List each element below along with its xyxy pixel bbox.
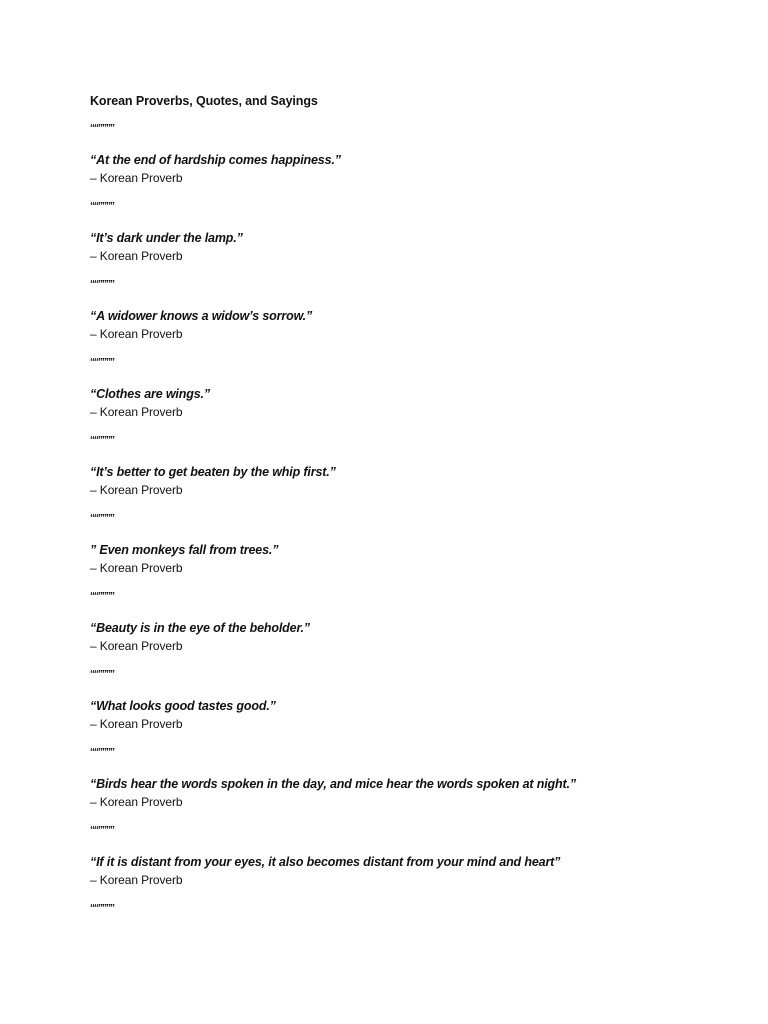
- separator: ““””””: [90, 201, 114, 212]
- quote-block: [90, 775, 710, 811]
- quote-text: “A widower knows a widow’s sorrow.”: [90, 309, 313, 323]
- quote-attribution: – Korean Proverb: [90, 171, 183, 185]
- quote-attribution: – Korean Proverb: [90, 327, 183, 341]
- separator: ““””””: [90, 669, 114, 680]
- separator: ““””””: [90, 279, 114, 290]
- quote-text: “It’s dark under the lamp.”: [90, 231, 243, 245]
- quote-attribution: – Korean Proverb: [90, 873, 183, 887]
- quote-text: “Birds hear the words spoken in the day, and mice hear the words spoken at night.”: [90, 777, 576, 791]
- separator: ““””””: [90, 903, 114, 914]
- separator: ““””””: [90, 357, 114, 368]
- quote-attribution: – Korean Proverb: [90, 639, 183, 653]
- quote-block: [90, 853, 710, 889]
- separator: ““””””: [90, 747, 114, 758]
- quote-block: [90, 307, 710, 343]
- quote-block: [90, 151, 710, 187]
- quote-text: ” Even monkeys fall from trees.”: [90, 543, 279, 557]
- document-content: [90, 93, 710, 915]
- quote-text: “It’s better to get beaten by the whip first.”: [90, 465, 336, 479]
- quote-block: [90, 385, 710, 421]
- document-title: Korean Proverbs, Quotes, and Sayings: [90, 94, 318, 108]
- quote-block: [90, 229, 710, 265]
- quote-text: “If it is distant from your eyes, it also becomes distant from your mind and heart”: [90, 855, 561, 869]
- quote-text: “What looks good tastes good.”: [90, 699, 276, 713]
- quote-text: “Clothes are wings.”: [90, 387, 210, 401]
- quote-attribution: – Korean Proverb: [90, 249, 183, 263]
- quote-text: “Beauty is in the eye of the beholder.”: [90, 621, 310, 635]
- separator: ““””””: [90, 825, 114, 836]
- separator: ““””””: [90, 123, 114, 134]
- quote-block: [90, 463, 710, 499]
- quote-attribution: – Korean Proverb: [90, 405, 183, 419]
- separator: ““””””: [90, 591, 114, 602]
- quote-attribution: – Korean Proverb: [90, 561, 183, 575]
- separator: ““””””: [90, 513, 114, 524]
- quote-attribution: – Korean Proverb: [90, 483, 183, 497]
- quote-block: [90, 619, 710, 655]
- quote-attribution: – Korean Proverb: [90, 717, 183, 731]
- quote-block: [90, 697, 710, 733]
- quote-text: “At the end of hardship comes happiness.”: [90, 153, 341, 167]
- separator: ““””””: [90, 435, 114, 446]
- quote-attribution: – Korean Proverb: [90, 795, 183, 809]
- quote-block: [90, 541, 710, 577]
